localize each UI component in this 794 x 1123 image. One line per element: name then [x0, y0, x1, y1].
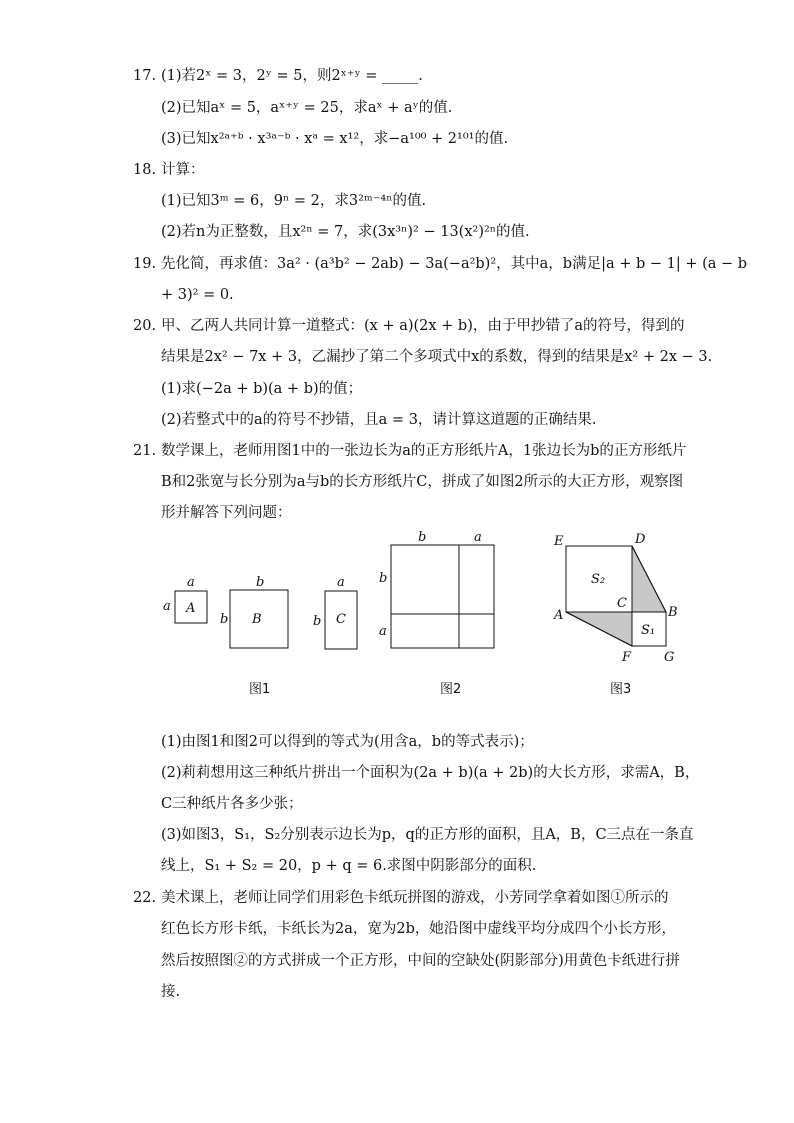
q20-line1: 甲、乙两人共同计算一道整式：(x + a)(2x + b)，由于甲抄错了a的符号，得到的 [161, 318, 685, 334]
fig3-label-B: B [668, 605, 678, 620]
figure1 [163, 575, 357, 649]
fig3-label-F: F [622, 650, 632, 665]
q21-number: 21. [133, 443, 157, 459]
q21-line3: 形并解答下列问题： [161, 505, 292, 521]
figure-area [0, 528, 794, 728]
figure2 [379, 530, 494, 648]
q17-line1: (1)若2ˣ = 3，2ʸ = 5，则2ˣ⁺ʸ = _____. [161, 68, 423, 84]
q18-line2: (1)已知3ᵐ = 6，9ⁿ = 2，求3²ᵐ⁻⁴ⁿ的值. [161, 193, 427, 209]
fig1-B-name: B [252, 612, 262, 627]
q22-line1: 美术课上，老师让同学们用彩色卡纸玩拼图的游戏，小芳同学拿着如图①所示的 [161, 890, 669, 906]
figure3 [553, 532, 678, 665]
fig2-top-b-label: b [418, 530, 427, 545]
q22-line4: 接. [161, 984, 181, 1000]
fig1-caption: 图1 [249, 682, 271, 697]
q18-number: 18. [133, 162, 157, 178]
fig2-outer-square [391, 545, 494, 648]
q17-line3: (3)已知x²ᵃ⁺ᵇ · x³ᵃ⁻ᵇ · xᵃ = x¹²，求−a¹⁰⁰ + 2¹⁰¹的值. [161, 131, 509, 147]
q21-sub3-line1: (3)如图3，S₁，S₂分别表示边长为p，q的正方形的面积，且A，B，C三点在一条直 [161, 827, 694, 843]
fig1-B-side-label: b [220, 612, 229, 627]
q20-number: 20. [133, 318, 157, 334]
q20-line2: 结果是2x² − 7x + 3，乙漏抄了第二个多项式中x的系数，得到的结果是x² + 2x − 3. [161, 349, 713, 365]
fig3-label-S1: S₁ [641, 623, 656, 638]
fig1-A-top-label: a [187, 575, 195, 590]
fig2-left-a-label: a [379, 624, 387, 639]
fig2-top-a-label: a [474, 530, 482, 545]
q21-sub2-line1: (2)莉莉想用这三种纸片拼出一个面积为(2a + b)(a + 2b)的大长方形，求需A，B， [161, 765, 700, 781]
q20-line4: (2)若整式中的a的符号不抄错，且a = 3，请计算这道题的正确结果. [161, 412, 597, 428]
fig1-C-side-label: b [313, 614, 322, 629]
fig2-left-b-label: b [379, 571, 388, 586]
q22-number: 22. [133, 890, 157, 906]
q22-line2: 红色长方形卡纸，卡纸长为2a，宽为2b，她沿图中虚线平均分成四个小长方形， [161, 921, 676, 937]
fig1-A-side-label: a [163, 599, 171, 614]
q20-line3: (1)求(−2a + b)(a + b)的值； [161, 381, 363, 397]
fig3-label-C: C [617, 596, 627, 611]
q21-line1: 数学课上，老师用图1中的一张边长为a的正方形纸片A，1张边长为b的正方形纸片 [161, 443, 687, 459]
q21-sub1: (1)由图1和图2可以得到的等式为(用含a，b的等式表示)； [161, 734, 534, 750]
q18-line1: 计算： [161, 162, 205, 178]
q19-number: 19. [133, 256, 157, 272]
fig3-label-S2: S₂ [591, 572, 606, 587]
q19-line1: 先化简，再求值：3a² · (a³b² − 2ab) − 3a(−a²b)²，其中a，b满足|a + b − 1| + (a − b [161, 256, 748, 272]
fig2-caption: 图2 [440, 682, 462, 697]
fig1-C-name: C [336, 612, 346, 627]
fig3-caption: 图3 [610, 682, 632, 697]
fig3-label-G: G [664, 650, 675, 665]
q21-sub2-line2: C三种纸片各多少张； [161, 796, 303, 812]
q21-sub3-line2: 线上，S₁ + S₂ = 20，p + q = 6.求图中阴影部分的面积. [161, 858, 537, 874]
q19-line2: + 3)² = 0. [161, 287, 234, 303]
q17-line2: (2)已知aˣ = 5，aˣ⁺ʸ = 25，求aˣ + aʸ的值. [161, 100, 453, 116]
fig3-label-E: E [554, 534, 564, 549]
fig3-label-A: A [554, 608, 564, 623]
fig1-A-name: A [186, 601, 196, 616]
q21-line2: B和2张宽与长分别为a与b的长方形纸片C，拼成了如图2所示的大正方形，观察图 [161, 474, 684, 490]
q22-line3: 然后按照图②的方式拼成一个正方形，中间的空缺处(阴影部分)用黄色卡纸进行拼 [161, 953, 680, 969]
fig3-label-D: D [635, 532, 646, 547]
fig1-C-top-label: a [337, 575, 345, 590]
fig1-B-top-label: b [256, 575, 265, 590]
q17-number: 17. [133, 68, 157, 84]
q18-line3: (2)若n为正整数，且x²ⁿ = 7，求(3x³ⁿ)² − 13(x²)²ⁿ的值. [161, 224, 530, 240]
